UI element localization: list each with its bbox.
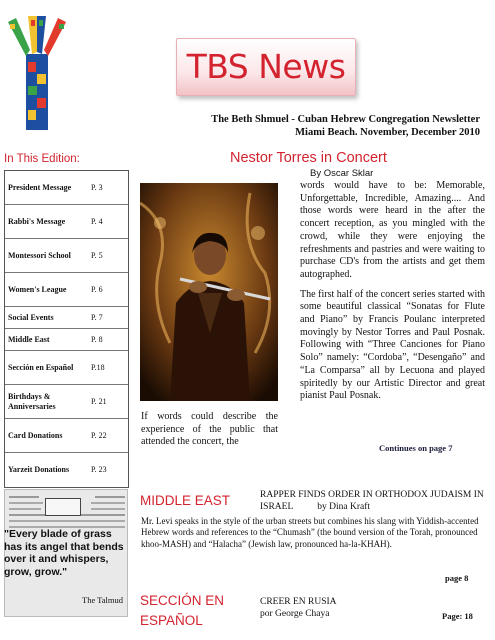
toc-label: Rabbi's Message — [8, 216, 66, 226]
article-title: Nestor Torres in Concert — [230, 150, 387, 166]
continues-link[interactable]: Continues on page 7 — [379, 443, 453, 453]
toc-row[interactable] — [5, 453, 128, 487]
toc-page: P. 6 — [91, 284, 103, 294]
middle-east-page-ref[interactable]: page 8 — [445, 573, 469, 583]
toc-label: Social Events — [8, 312, 54, 322]
congregation-logo — [4, 14, 70, 132]
toc-row[interactable] — [5, 351, 128, 385]
toc-page: P. 21 — [91, 396, 107, 406]
middle-east-body: Mr. Levi speaks in the style of the urban streets but combines his slang with Yiddish-accented Hebrew words and references to the “Chumash” (the bound version of the Torah, pronounced khoo-MASH) and “Halacha” (Jewish law, pronounced ha-la-KHAH). — [141, 516, 479, 549]
spanish-headline-text: CREER EN RUSIA — [260, 597, 337, 607]
clipping-boxed-heading — [45, 498, 81, 516]
toc-row[interactable] — [5, 307, 128, 329]
toc-table — [4, 170, 129, 488]
subtitle-line-1: The Beth Shmuel - Cuban Hebrew Congregation Newsletter — [211, 114, 480, 125]
toc-row[interactable] — [5, 171, 128, 205]
toc-page: P. 4 — [91, 216, 103, 226]
toc-page: P. 8 — [91, 334, 103, 344]
article-paragraph: The first half of the concert series started with some beautiful classical “Sonatas for Flute and Piano” by Francis Poulanc interpreted movingly by Nestor Torres and Paul Posnak. Following with “Three Canciones for Piano Solo” namely: “Cordoba”, “Desengaño” and “La Comparsa” all by Lecuona and played spiritedly by our Artistic Director and great pianist Paul Posnak. — [300, 288, 485, 402]
toc-heading: In This Edition: — [4, 153, 80, 165]
toc-row[interactable] — [5, 239, 128, 273]
toc-page: P. 5 — [91, 250, 103, 260]
toc-page: P.18 — [91, 362, 105, 372]
middle-east-headline-text: RAPPER FINDS ORDER IN ORTHODOX JUDAISM IN ISRAEL — [260, 490, 484, 512]
flutist-photo — [140, 183, 278, 401]
article-byline: By Oscar Sklar — [310, 168, 374, 179]
newsletter-title: TBS News — [186, 47, 346, 86]
toc-label: Birthdays & Anniversaries — [8, 391, 56, 411]
subtitle-line-2: Miami Beach. November, December 2010 — [295, 127, 480, 138]
quote-source: The Talmud — [82, 595, 124, 605]
middle-east-heading: MIDDLE EAST — [140, 493, 231, 508]
spanish-headline — [260, 596, 380, 620]
middle-east-headline — [260, 489, 488, 513]
toc-page: P. 23 — [91, 465, 107, 474]
article-column — [300, 180, 485, 410]
toc-label: Women's League — [8, 284, 67, 294]
spanish-section-heading: SECCIÓN EN ESPAÑOL — [140, 593, 225, 628]
toc-page: P. 7 — [91, 312, 103, 322]
spanish-author: por George Chaya — [260, 609, 330, 619]
toc-row[interactable] — [5, 385, 128, 419]
toc-row[interactable] — [5, 205, 128, 239]
toc-label: Montessori School — [8, 250, 71, 260]
toc-row[interactable] — [5, 273, 128, 307]
newsletter-subtitle — [130, 113, 480, 139]
toc-label: President Message — [8, 182, 72, 192]
toc-label: Middle East — [8, 334, 50, 344]
article-lead: If words could describe the experience of the public that attended the concert, the — [141, 411, 278, 447]
toc-page: P. 3 — [91, 182, 103, 192]
toc-label: Card Donations — [8, 430, 63, 440]
middle-east-author: by Dina Kraft — [317, 502, 371, 512]
toc-row[interactable] — [5, 329, 128, 351]
toc-label: Sección en Español — [8, 362, 74, 372]
toc-row[interactable] — [5, 419, 128, 453]
toc-page: P. 22 — [91, 430, 107, 440]
article-paragraph: words would have to be: Memorable, Unforgettable, Incredible, Amazing.... And those words were heard in the after the concert reception, as you mingled with the crowd, while they were enjoying the refreshments and pastries and were waiting to purchase CD's from the artists and get them autographed. — [300, 180, 485, 280]
newsletter-title-box — [176, 38, 356, 96]
toc-label: Yarzeit Donations — [8, 465, 70, 474]
talmud-quote: "Every blade of grass has its angel that bends over it and whispers, grow, grow." — [4, 528, 124, 578]
spanish-page-ref[interactable]: Page: 18 — [442, 611, 473, 621]
